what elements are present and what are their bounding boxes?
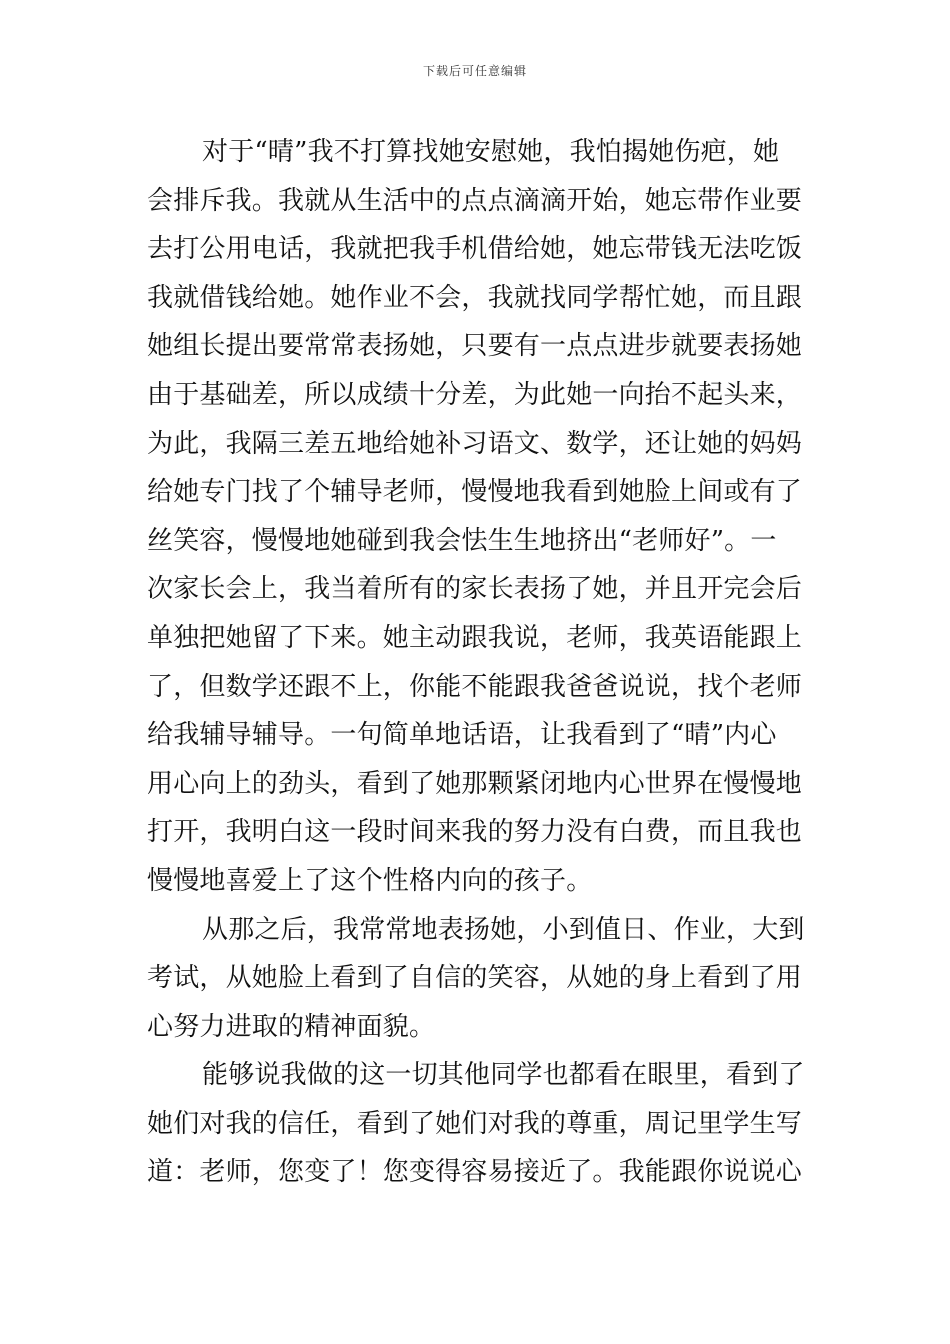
text-line: 给她专门找了个辅导老师，慢慢地我看到她脸上间或有了 — [147, 477, 803, 508]
text-line: 为此，我隔三差五地给她补习语文、数学，还让她的妈妈 — [147, 428, 803, 459]
text-line: 我就借钱给她。她作业不会，我就找同学帮忙她，而且跟 — [147, 282, 803, 313]
text-line: 了，但数学还跟不上，你能不能跟我爸爸说说，找个老师 — [147, 671, 803, 702]
text-line: 从那之后，我常常地表扬她，小到值日、作业，大到 — [202, 914, 805, 945]
text-line: 心努力进取的精神面貌。 — [147, 1011, 436, 1042]
text-line: 考试，从她脸上看到了自信的笑容，从她的身上看到了用 — [147, 963, 803, 994]
text-line: 她们对我的信任，看到了她们对我的尊重，周记里学生写 — [147, 1108, 803, 1139]
text-line: 由于基础差，所以成绩十分差，为此她一向抬不起头来， — [147, 379, 803, 410]
text-line: 打开，我明白这一段时间来我的努力没有白费，而且我也 — [147, 817, 803, 848]
text-line: 次家长会上，我当着所有的家长表扬了她，并且开完会后 — [147, 574, 803, 605]
document-body — [147, 128, 809, 1197]
text-line: 能够说我做的这一切其他同学也都看在眼里，看到了 — [202, 1060, 805, 1091]
text-line: 单独把她留了下来。她主动跟我说，老师，我英语能跟上 — [147, 622, 803, 653]
text-line: 用心向上的劲头，看到了她那颗紧闭地内心世界在慢慢地 — [147, 768, 803, 799]
text-line: 她组长提出要常常表扬她，只要有一点点进步就要表扬她 — [147, 331, 803, 362]
page-header: 下载后可任意编辑 — [422, 64, 527, 78]
text-line: 会排斥我。我就从生活中的点点滴滴开始，她忘带作业要 — [147, 185, 803, 216]
text-line: 给我辅导辅导。一句简单地话语，让我看到了“晴”内心 — [147, 720, 777, 751]
text-line: 对于“晴”我不打算找她安慰她，我怕揭她伤疤，她 — [202, 137, 780, 167]
text-line: 去打公用电话，我就把我手机借给她，她忘带钱无法吃饭 — [147, 234, 803, 265]
text-line: 慢慢地喜爱上了这个性格内向的孩子。 — [147, 865, 593, 896]
text-line: 道：老师，您变了！您变得容易接近了。我能跟你说说心 — [147, 1157, 803, 1188]
text-line: 丝笑容，慢慢地她碰到我会怯生生地挤出“老师好”。一 — [147, 525, 777, 556]
